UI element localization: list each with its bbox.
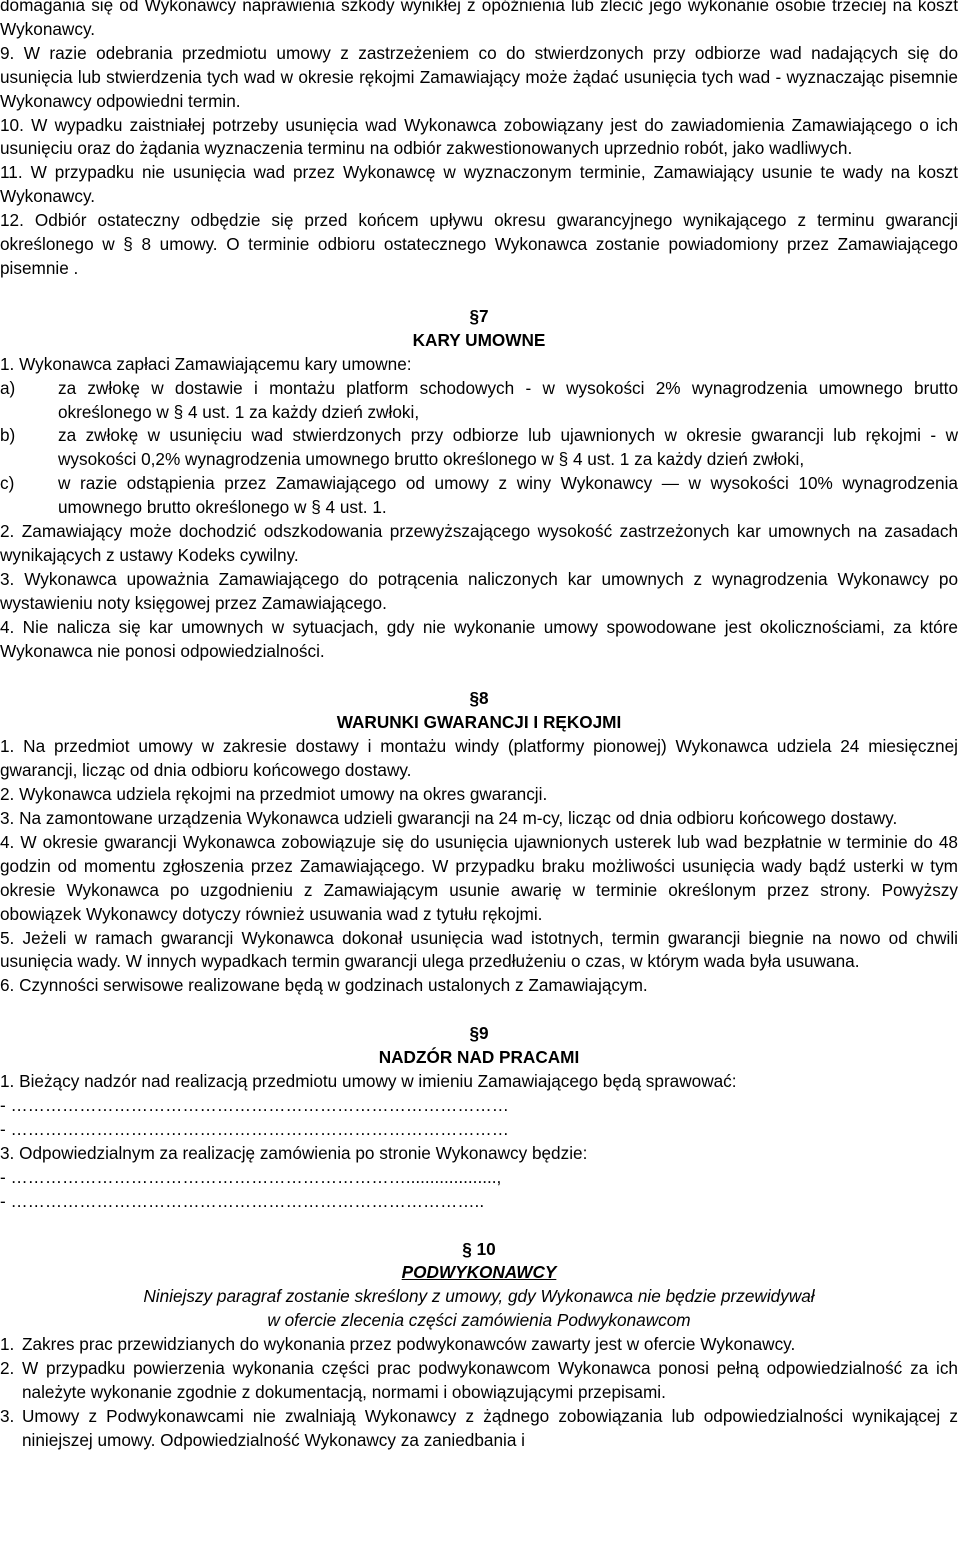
paragraph-11: 11. W przypadku nie usunięcia wad przez Wykonawcę w wyznaczonym terminie, Zamawiający usunie te wady na koszt Wykonawcy. (0, 162, 958, 207)
section-10-title: PODWYKONAWCY (401, 1262, 557, 1283)
s7-paragraph-4: 4. Nie nalicza się kar umownych w sytuacjach, gdy nie wykonanie umowy spowodowane jest okolicznościami, za które Wykonawca nie ponosi odpowiedzialności. (0, 616, 958, 661)
s8-paragraph-6: 6. Czynności serwisowe realizowane będą w godzinach ustalonych z Zamawiającym. (0, 975, 648, 996)
s7-item-c-label: c) (0, 473, 15, 494)
s7-item-b-text: za zwłokę w usunięciu wad stwierdzonych przy odbiorze lub ujawnionych w okresie gwarancji lub rękojmi - w wysokości 0,2% wynagrodzenia umownego brutto określonego w § 4 ust. 1 za każdy dzień zwłoki, (58, 425, 958, 470)
s10-item-1 (0, 1333, 958, 1357)
s10-item-2-text: W przypadku powierzenia wykonania części prac podwykonawcom Wykonawca ponosi pełną odpowiedzialność za ich należyte wykonanie zgodnie z dokumentacją, normami i obowiązującymi przepisami. (22, 1358, 958, 1402)
section-8-number: §8 (469, 688, 489, 709)
s7-item-a (0, 377, 958, 425)
s10-item-2 (0, 1357, 958, 1405)
s7-item-c (0, 472, 958, 520)
s10-item-1-text: Zakres prac przewidzianych do wykonania przez podwykonawców zawarty jest w ofercie Wykonawcy. (22, 1334, 796, 1355)
s7-paragraph-2: 2. Zamawiający może dochodzić odszkodowania przewyższającego wysokość zastrzeżonych kar umownych na zasadach wynikających z ustawy Kodeks cywilny. (0, 521, 958, 565)
paragraph-9: 9. W razie odebrania przedmiotu umowy z zastrzeżeniem co do stwierdzonych przy odbiorze wad nadających się do usunięcia lub stwierdzenia tych wad w okresie rękojmi Zamawiający może żądać usunięcia tych wad - wyznaczając pisemnie Wykonawcy odpowiedni termin. (0, 42, 958, 111)
s10-item-3-label: 3. (0, 1405, 15, 1426)
s10-item-2-label: 2. (0, 1358, 15, 1379)
section-9-number: §9 (469, 1023, 489, 1044)
s8-paragraph-4: 4. W okresie gwarancji Wykonawca zobowiązuje się do usunięcia ujawnionych usterek lub wad bezpłatnie w terminie do 48 godzin od momentu zgłoszenia przez Zamawiającego. W przypadku braku możliwości usunięcia wady bądź usterki w tym okresie Wykonawca po uzgodnieniu z Zamawiającym usunie awarię w terminie określonym przez strony. Powyższy obowiązek Wykonawcy dotyczy również usuwania wad z tytułu rękojmi. (0, 831, 958, 924)
s9-dotted-line-2: - …………………………………………………………………………… (0, 1118, 509, 1139)
s9-dotted-line-1: - …………………………………………………………………………… (0, 1094, 509, 1115)
s10-item-3-text: Umowy z Podwykonawcami nie zwalniają Wykonawcy z żądnego zobowiązania lub odpowiedzialności wynikającej z niniejszej umowy. Odpowiedzialność Wykonawcy za zaniedbania i (22, 1405, 958, 1450)
s10-item-1-label: 1. (0, 1334, 15, 1355)
s10-item-3 (0, 1405, 958, 1453)
paragraph-continuation: domagania się od Wykonawcy naprawienia szkody wynikłej z opóźnienia lub zlecić jego wykonanie osobie trzeciej na koszt Wykonawcy. (0, 0, 958, 39)
s7-item-b (0, 424, 958, 472)
s7-item-c-text: w razie odstąpienia przez Zamawiającego od umowy z winy Wykonawcy — w wysokości 10% wynagrodzenia umownego brutto określonego w § 4 ust. 1. (58, 473, 958, 518)
s9-dotted-line-4: - ……………………………………………………………………….. (0, 1190, 485, 1211)
s8-paragraph-5: 5. Jeżeli w ramach gwarancji Wykonawca dokonał usunięcia wad istotnych, termin gwarancji biegnie na nowo od chwili usunięcia wady. W innych wypadkach termin gwarancji ulega przedłużeniu o czas, w którym wada była usuwana. (0, 927, 958, 972)
s8-paragraph-1: 1. Na przedmiot umowy w zakresie dostawy i montażu windy (platformy pionowej) Wykonawca udziela 24 miesięcznej gwarancji, licząc od dnia odbioru końcowego dostawy. (0, 736, 958, 781)
s7-paragraph-3: 3. Wykonawca upoważnia Zamawiającego do potrącenia naliczonych kar umownych z wynagrodzenia Wykonawcy po wystawieniu noty księgowej przez Zamawiającego. (0, 568, 958, 613)
section-10-number: § 10 (462, 1238, 496, 1259)
s7-paragraph-1: 1. Wykonawca zapłaci Zamawiającemu kary umowne: (0, 353, 412, 374)
paragraph-10: 10. W wypadku zaistniałej potrzeby usunięcia wad Wykonawca zobowiązany jest do zawiadomienia Zamawiającego o ich usunięciu oraz do żądania wyznaczenia terminu na odbiór zakwestionowanych uprzednio robót, jako wadliwych. (0, 114, 958, 159)
s8-paragraph-3: 3. Na zamontowane urządzenia Wykonawca udzieli gwarancji na 24 m-cy, licząc od dnia odbioru końcowego dostawy. (0, 808, 898, 828)
s7-item-b-label: b) (0, 425, 16, 446)
section-7-number: §7 (469, 305, 489, 326)
s10-note-line-1: Niniejszy paragraf zostanie skreślony z umowy, gdy Wykonawca nie będzie przewidywał (143, 1286, 815, 1307)
paragraph-12: 12. Odbiór ostateczny odbędzie się przed końcem upływu okresu gwarancyjnego wynikającego z terminu gwarancji określonego w § 8 umowy. O terminie odbioru ostatecznego Wykonawca zostanie powiadomiony przez Zamawiającego pisemnie . (0, 210, 958, 278)
s9-paragraph-3: 3. Odpowiedzialnym za realizację zamówienia po stronie Wykonawcy będzie: (0, 1142, 588, 1163)
section-8-title: WARUNKI GWARANCJI I RĘKOJMI (336, 712, 622, 733)
s9-dotted-line-3: - ……………………………………………………………..................., (0, 1166, 502, 1187)
section-9-title: NADZÓR NAD PRACAMI (378, 1047, 580, 1068)
s7-item-a-label: a) (0, 377, 16, 398)
s7-item-a-text: za zwłokę w dostawie i montażu platform schodowych - w wysokości 2% wynagrodzenia umownego brutto określonego w § 4 ust. 1 za każdy dzień zwłoki, (58, 377, 958, 422)
section-7-title: KARY UMOWNE (412, 329, 546, 350)
s9-paragraph-1: 1. Bieżący nadzór nad realizacją przedmiotu umowy w imieniu Zamawiającego będą sprawować: (0, 1071, 737, 1092)
s10-note-line-2: w ofercie zlecenia części zamówienia Podwykonawcom (267, 1310, 691, 1331)
s8-paragraph-2: 2. Wykonawca udziela rękojmi na przedmiot umowy na okres gwarancji. (0, 784, 548, 805)
